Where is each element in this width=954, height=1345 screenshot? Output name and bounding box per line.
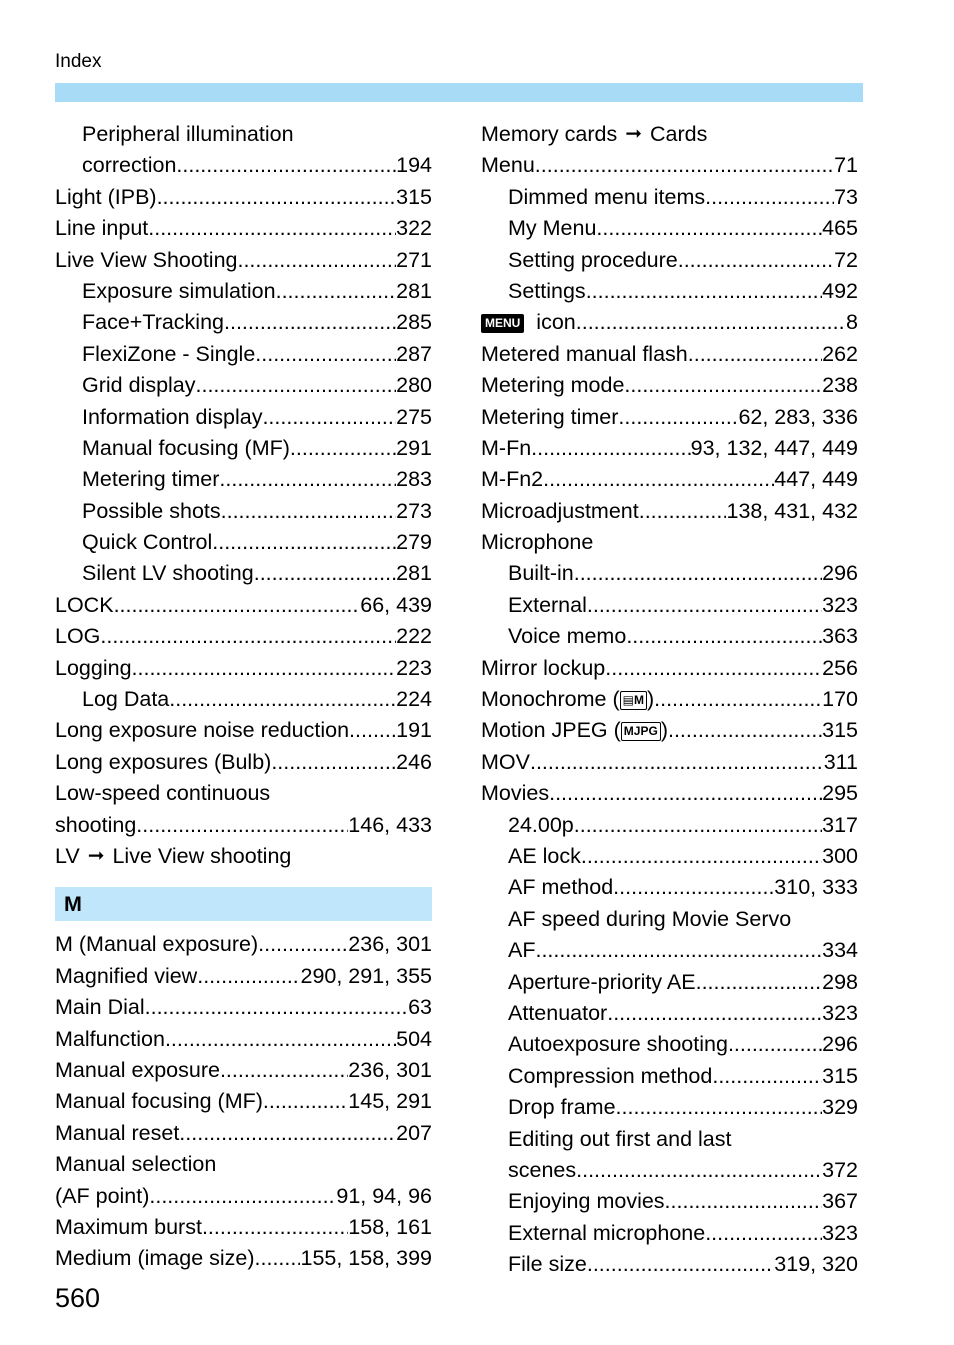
- entry-pages: 310, 333: [774, 875, 858, 900]
- entry-term: Long exposure noise reduction: [55, 718, 350, 743]
- entry-pages: 223: [396, 655, 432, 680]
- dot-leader: [728, 1029, 822, 1060]
- index-entry: [55, 213, 432, 244]
- index-entry: [481, 370, 858, 401]
- dot-leader: [587, 1249, 774, 1280]
- entry-pages: 280: [396, 373, 432, 398]
- entry-pages: 91, 94, 96: [336, 1183, 432, 1208]
- dot-leader: [705, 182, 834, 213]
- entry-term: Medium (image size): [55, 1246, 255, 1271]
- entry-pages: 194: [396, 153, 432, 178]
- entry-pages: 63: [408, 995, 432, 1020]
- dot-leader: [290, 433, 396, 464]
- entry-list-after: [55, 929, 432, 1274]
- section-heading-m: M: [55, 887, 432, 921]
- entry-term: External: [508, 592, 587, 617]
- entry-term: AF method: [508, 875, 614, 900]
- dot-leader: [179, 1118, 396, 1149]
- entry-term: Quick Control: [82, 530, 213, 555]
- entry-term: Editing out first and last: [508, 1126, 732, 1151]
- dot-leader: [263, 1086, 348, 1117]
- entry-term: Dimmed menu items: [508, 184, 706, 209]
- entry-pages: 334: [822, 938, 858, 963]
- dot-leader: [100, 621, 396, 652]
- header-bar: [55, 83, 863, 102]
- dot-leader: [535, 150, 834, 181]
- entry-pages: 256: [822, 655, 858, 680]
- entry-term: M-Fn: [481, 435, 532, 460]
- entry-pages: 281: [396, 278, 432, 303]
- entry-pages: 315: [822, 718, 858, 743]
- entry-pages: 296: [822, 561, 858, 586]
- entry-pages: 66, 439: [360, 592, 432, 617]
- dot-leader: [271, 747, 396, 778]
- dot-leader: [212, 527, 396, 558]
- entry-term: Setting procedure: [508, 247, 678, 272]
- entry-pages: 295: [822, 781, 858, 806]
- entry-term: Logging: [55, 655, 132, 680]
- entry-term: Main Dial: [55, 995, 145, 1020]
- index-entry-lv-ref: [55, 841, 432, 872]
- entry-term: AF: [508, 938, 536, 963]
- index-entry: [55, 778, 432, 809]
- entry-pages: 191: [396, 718, 432, 743]
- index-column-left: [55, 119, 432, 1275]
- entry-pages: 279: [396, 530, 432, 555]
- entry-pages: 317: [822, 812, 858, 837]
- dot-leader: [197, 961, 300, 992]
- entry-see-target: Live View shooting: [112, 843, 292, 868]
- entry-term: Low-speed continuous: [55, 781, 271, 806]
- monochrome-picture-style-icon: ▤M: [620, 691, 647, 710]
- dot-leader: [169, 684, 396, 715]
- index-entry: [481, 1155, 858, 1186]
- index-entry: [55, 1118, 432, 1149]
- index-entry: [481, 464, 858, 495]
- index-entry: [55, 150, 432, 181]
- dot-leader: [255, 1243, 301, 1274]
- entry-term: LOCK: [55, 592, 114, 617]
- index-entry: [55, 245, 432, 276]
- entry-term: Face+Tracking: [82, 310, 224, 335]
- entry-pages: 71: [834, 153, 858, 178]
- index-entry: [481, 935, 858, 966]
- index-entry: [55, 1212, 432, 1243]
- entry-term: Manual reset: [55, 1120, 180, 1145]
- dot-leader: [581, 841, 822, 872]
- index-entry: [55, 961, 432, 992]
- dot-leader: [607, 998, 822, 1029]
- dot-leader: [596, 213, 822, 244]
- entry-term: Microadjustment: [481, 498, 639, 523]
- dot-leader: [219, 464, 396, 495]
- entry-term: Settings: [508, 278, 586, 303]
- entry-term: My Menu: [508, 216, 597, 241]
- entry-pages: 291: [396, 435, 432, 460]
- entry-pages: 296: [822, 1032, 858, 1057]
- dot-leader: [157, 182, 397, 213]
- entry-term: Built-in: [508, 561, 574, 586]
- dot-leader: [535, 935, 822, 966]
- entry-term: File size: [508, 1252, 587, 1277]
- dot-leader: [586, 276, 822, 307]
- entry-term-text: Motion JPEG (: [481, 718, 621, 743]
- index-entry: [481, 1186, 858, 1217]
- see-arrow-icon: ➞: [87, 844, 105, 867]
- entry-see-target: Cards: [649, 122, 708, 146]
- entry-pages: 222: [396, 624, 432, 649]
- entry-term-text: Monochrome (: [481, 687, 620, 712]
- index-entry: [55, 119, 432, 150]
- dot-leader: [626, 621, 822, 652]
- entry-pages: 262: [822, 341, 858, 366]
- dot-leader: [145, 992, 408, 1023]
- index-column-right: [481, 119, 858, 1280]
- entry-pages: 367: [822, 1189, 858, 1214]
- index-entry: [55, 433, 432, 464]
- index-entry: [481, 998, 858, 1029]
- dot-leader: [587, 590, 822, 621]
- entry-term: correction: [82, 153, 177, 178]
- dot-leader: [668, 715, 822, 746]
- entry-term: AF speed during Movie Servo: [508, 906, 792, 931]
- dot-leader: [149, 1181, 336, 1212]
- index-entry: [55, 402, 432, 433]
- running-header: Index: [55, 51, 102, 72]
- dot-leader: [705, 1218, 822, 1249]
- entry-term: Possible shots: [82, 498, 221, 523]
- entry-term: (AF point): [55, 1183, 150, 1208]
- index-entry: [55, 1243, 432, 1274]
- entry-term: [481, 307, 576, 338]
- dot-leader: [237, 245, 396, 276]
- index-entry: [481, 213, 858, 244]
- index-entry: [481, 433, 858, 464]
- entry-pages: 271: [396, 247, 432, 272]
- index-entry: [55, 370, 432, 401]
- entry-term: Menu: [481, 153, 535, 178]
- entry-pages: 236, 301: [348, 932, 432, 957]
- entry-pages: 158, 161: [348, 1214, 432, 1239]
- dot-leader: [165, 1024, 396, 1055]
- dot-leader: [574, 810, 822, 841]
- index-entry: [481, 402, 858, 433]
- index-entry: [55, 496, 432, 527]
- index-entry: [55, 276, 432, 307]
- dot-leader: [618, 402, 738, 433]
- entry-pages: 315: [396, 184, 432, 209]
- dot-leader: [576, 307, 846, 338]
- entry-list-c: [481, 747, 858, 1281]
- index-entry: [55, 590, 432, 621]
- index-entry: [481, 653, 858, 684]
- entry-term: Manual focusing (MF): [82, 435, 290, 460]
- entry-term: Exposure simulation: [82, 278, 276, 303]
- entry-term: Manual focusing (MF): [55, 1089, 263, 1114]
- index-entry-memory-ref: [481, 119, 858, 150]
- entry-pages: 290, 291, 355: [300, 963, 432, 988]
- entry-pages: 298: [822, 969, 858, 994]
- dot-leader: [613, 872, 774, 903]
- dot-leader: [530, 747, 824, 778]
- dot-leader: [114, 590, 361, 621]
- dot-leader: [276, 276, 397, 307]
- entry-term: 24.00p: [508, 812, 574, 837]
- entry-pages: 311: [823, 749, 858, 774]
- index-entry: [481, 1061, 858, 1092]
- index-entry: [55, 558, 432, 589]
- entry-term-text: ): [660, 718, 668, 743]
- dot-leader: [665, 1186, 823, 1217]
- entry-term: Aperture-priority AE: [508, 969, 696, 994]
- entry-term: Maximum burst: [55, 1214, 202, 1239]
- entry-term: Silent LV shooting: [82, 561, 254, 586]
- entry-term: M-Fn2: [481, 467, 544, 492]
- entry-term: Compression method: [508, 1063, 713, 1088]
- dot-leader: [605, 653, 822, 684]
- entry-pages: 62, 283, 336: [738, 404, 858, 429]
- index-entry: [481, 1092, 858, 1123]
- index-entry: [481, 339, 858, 370]
- index-entry: [55, 1086, 432, 1117]
- entry-term: External microphone: [508, 1220, 706, 1245]
- index-entry: [55, 715, 432, 746]
- index-entry: [481, 810, 858, 841]
- entry-term: Attenuator: [508, 1000, 608, 1025]
- index-entry: [481, 590, 858, 621]
- dot-leader: [221, 496, 396, 527]
- entry-term: AE lock: [508, 843, 581, 868]
- dot-leader: [224, 307, 396, 338]
- dot-leader: [136, 810, 348, 841]
- entry-term: Manual selection: [55, 1152, 217, 1177]
- index-entry: [481, 841, 858, 872]
- dot-leader: [549, 778, 822, 809]
- entry-pages: 372: [822, 1157, 858, 1182]
- entry-pages: 504: [396, 1026, 432, 1051]
- entry-term: LOG: [55, 624, 101, 649]
- entry-pages: 170: [822, 687, 858, 712]
- entry-pages: 319, 320: [774, 1252, 858, 1277]
- entry-term: [481, 715, 668, 746]
- index-entry: [481, 967, 858, 998]
- entry-term: Metered manual flash: [481, 341, 688, 366]
- entry-pages: 363: [822, 624, 858, 649]
- entry-term: Manual exposure: [55, 1057, 220, 1082]
- dot-leader: [176, 150, 396, 181]
- index-entry: [55, 1024, 432, 1055]
- see-arrow-icon: ➞: [625, 123, 642, 145]
- dot-leader: [148, 213, 396, 244]
- index-entry: [481, 182, 858, 213]
- index-entry-mjpeg: [481, 715, 858, 746]
- index-entry-menu-icon: [481, 307, 858, 338]
- entry-pages: 72: [834, 247, 858, 272]
- entry-pages: 465: [822, 216, 858, 241]
- index-entry: [55, 929, 432, 960]
- entry-list-before: [55, 119, 432, 841]
- index-entry: [481, 778, 858, 809]
- dot-leader: [574, 558, 822, 589]
- index-entry: [481, 872, 858, 903]
- index-entry: [55, 339, 432, 370]
- entry-pages: 155, 158, 399: [300, 1246, 432, 1271]
- entry-term: Magnified view: [55, 963, 198, 988]
- entry-pages: 138, 431, 432: [726, 498, 858, 523]
- entry-pages: 93, 132, 447, 449: [690, 435, 858, 460]
- index-entry: [481, 558, 858, 589]
- dot-leader: [262, 402, 396, 433]
- entry-term: Metering timer: [481, 404, 619, 429]
- entry-term: Metering timer: [82, 467, 220, 492]
- index-entry: [55, 182, 432, 213]
- entry-term: Enjoying movies: [508, 1189, 665, 1214]
- index-entry: [481, 1249, 858, 1280]
- index-entry: [481, 245, 858, 276]
- entry-term: LV: [55, 843, 80, 868]
- mjpg-icon: MJPG: [621, 722, 661, 741]
- dot-leader: [639, 496, 727, 527]
- entry-pages: 146, 433: [348, 812, 432, 837]
- entry-pages: 281: [396, 561, 432, 586]
- entry-pages: 236, 301: [348, 1057, 432, 1082]
- dot-leader: [202, 1212, 348, 1243]
- index-entry: [55, 621, 432, 652]
- entry-pages: 287: [396, 341, 432, 366]
- dot-leader: [696, 967, 823, 998]
- entry-pages: 246: [396, 749, 432, 774]
- entry-pages: 492: [822, 278, 858, 303]
- dot-leader: [543, 464, 774, 495]
- dot-leader: [654, 684, 822, 715]
- menu-icon: MENU: [481, 314, 524, 333]
- entry-list-b: [481, 339, 858, 684]
- dot-leader: [196, 370, 397, 401]
- index-entry: [481, 150, 858, 181]
- entry-pages: 323: [822, 592, 858, 617]
- entry-pages: 73: [834, 184, 858, 209]
- dot-leader: [258, 929, 348, 960]
- entry-pages: 322: [396, 216, 432, 241]
- entry-term: Metering mode: [481, 373, 625, 398]
- index-entry: [55, 1181, 432, 1212]
- entry-pages: 329: [822, 1095, 858, 1120]
- index-entry: [55, 684, 432, 715]
- index-entry: [55, 747, 432, 778]
- entry-term: Log Data: [82, 687, 170, 712]
- entry-pages: 238: [822, 373, 858, 398]
- entry-term: scenes: [508, 1157, 577, 1182]
- index-entry: [55, 992, 432, 1023]
- entry-term: Malfunction: [55, 1026, 165, 1051]
- index-entry: [55, 653, 432, 684]
- entry-term: Voice memo: [508, 624, 627, 649]
- entry-term: FlexiZone - Single: [82, 341, 256, 366]
- entry-term: [481, 684, 654, 715]
- entry-term: Movies: [481, 781, 550, 806]
- dot-leader: [712, 1061, 822, 1092]
- dot-leader: [255, 339, 396, 370]
- dot-leader: [678, 245, 834, 276]
- dot-leader: [688, 339, 822, 370]
- index-entry: [481, 747, 858, 778]
- entry-term: Grid display: [82, 373, 196, 398]
- entry-term: Live View Shooting: [55, 247, 238, 272]
- entry-term: Drop frame: [508, 1095, 616, 1120]
- entry-pages: 285: [396, 310, 432, 335]
- index-entry: [55, 810, 432, 841]
- dot-leader: [220, 1055, 348, 1086]
- entry-pages: 224: [396, 687, 432, 712]
- entry-pages: 273: [396, 498, 432, 523]
- entry-term: Line input: [55, 216, 149, 241]
- page-number: 560: [55, 1283, 101, 1313]
- entry-pages: 283: [396, 467, 432, 492]
- entry-term: Light (IPB): [55, 184, 157, 209]
- entry-term: shooting: [55, 812, 137, 837]
- entry-term: Memory cards: [481, 122, 618, 146]
- index-entry: [55, 1149, 432, 1180]
- entry-term: Microphone: [481, 530, 594, 555]
- index-entry: [481, 496, 858, 527]
- entry-term: Peripheral illumination: [82, 122, 294, 146]
- index-entry: [481, 1124, 858, 1155]
- entry-term-text: ): [646, 687, 655, 712]
- entry-pages: 145, 291: [348, 1089, 432, 1114]
- dot-leader: [616, 1092, 823, 1123]
- entry-pages: 207: [396, 1120, 432, 1145]
- entry-pages: 8: [846, 310, 858, 335]
- dot-leader: [132, 653, 397, 684]
- entry-pages: 300: [822, 843, 858, 868]
- entry-list-a: [481, 150, 858, 307]
- entry-pages: 447, 449: [774, 467, 858, 492]
- index-entry: [481, 904, 858, 935]
- index-entry: [481, 276, 858, 307]
- index-entry: [55, 464, 432, 495]
- dot-leader: [531, 433, 690, 464]
- entry-term: MOV: [481, 749, 530, 774]
- index-entry: [55, 307, 432, 338]
- entry-pages: 323: [822, 1220, 858, 1245]
- entry-term: Autoexposure shooting: [508, 1032, 728, 1057]
- entry-term: M (Manual exposure): [55, 932, 259, 957]
- entry-term: Long exposures (Bulb): [55, 749, 272, 774]
- dot-leader: [349, 715, 396, 746]
- index-entry: [481, 527, 858, 558]
- entry-pages: 315: [822, 1063, 858, 1088]
- index-entry-monochrome: [481, 684, 858, 715]
- dot-leader: [624, 370, 822, 401]
- index-entry: [55, 1055, 432, 1086]
- entry-pages: 323: [822, 1000, 858, 1025]
- dot-leader: [254, 558, 396, 589]
- entry-term: Information display: [82, 404, 263, 429]
- index-entry: [481, 621, 858, 652]
- index-entry: [481, 1218, 858, 1249]
- index-entry: [55, 527, 432, 558]
- entry-pages: 275: [396, 404, 432, 429]
- index-entry: [481, 1029, 858, 1060]
- dot-leader: [576, 1155, 822, 1186]
- entry-term-text: icon: [536, 310, 576, 335]
- entry-term: Mirror lockup: [481, 655, 606, 680]
